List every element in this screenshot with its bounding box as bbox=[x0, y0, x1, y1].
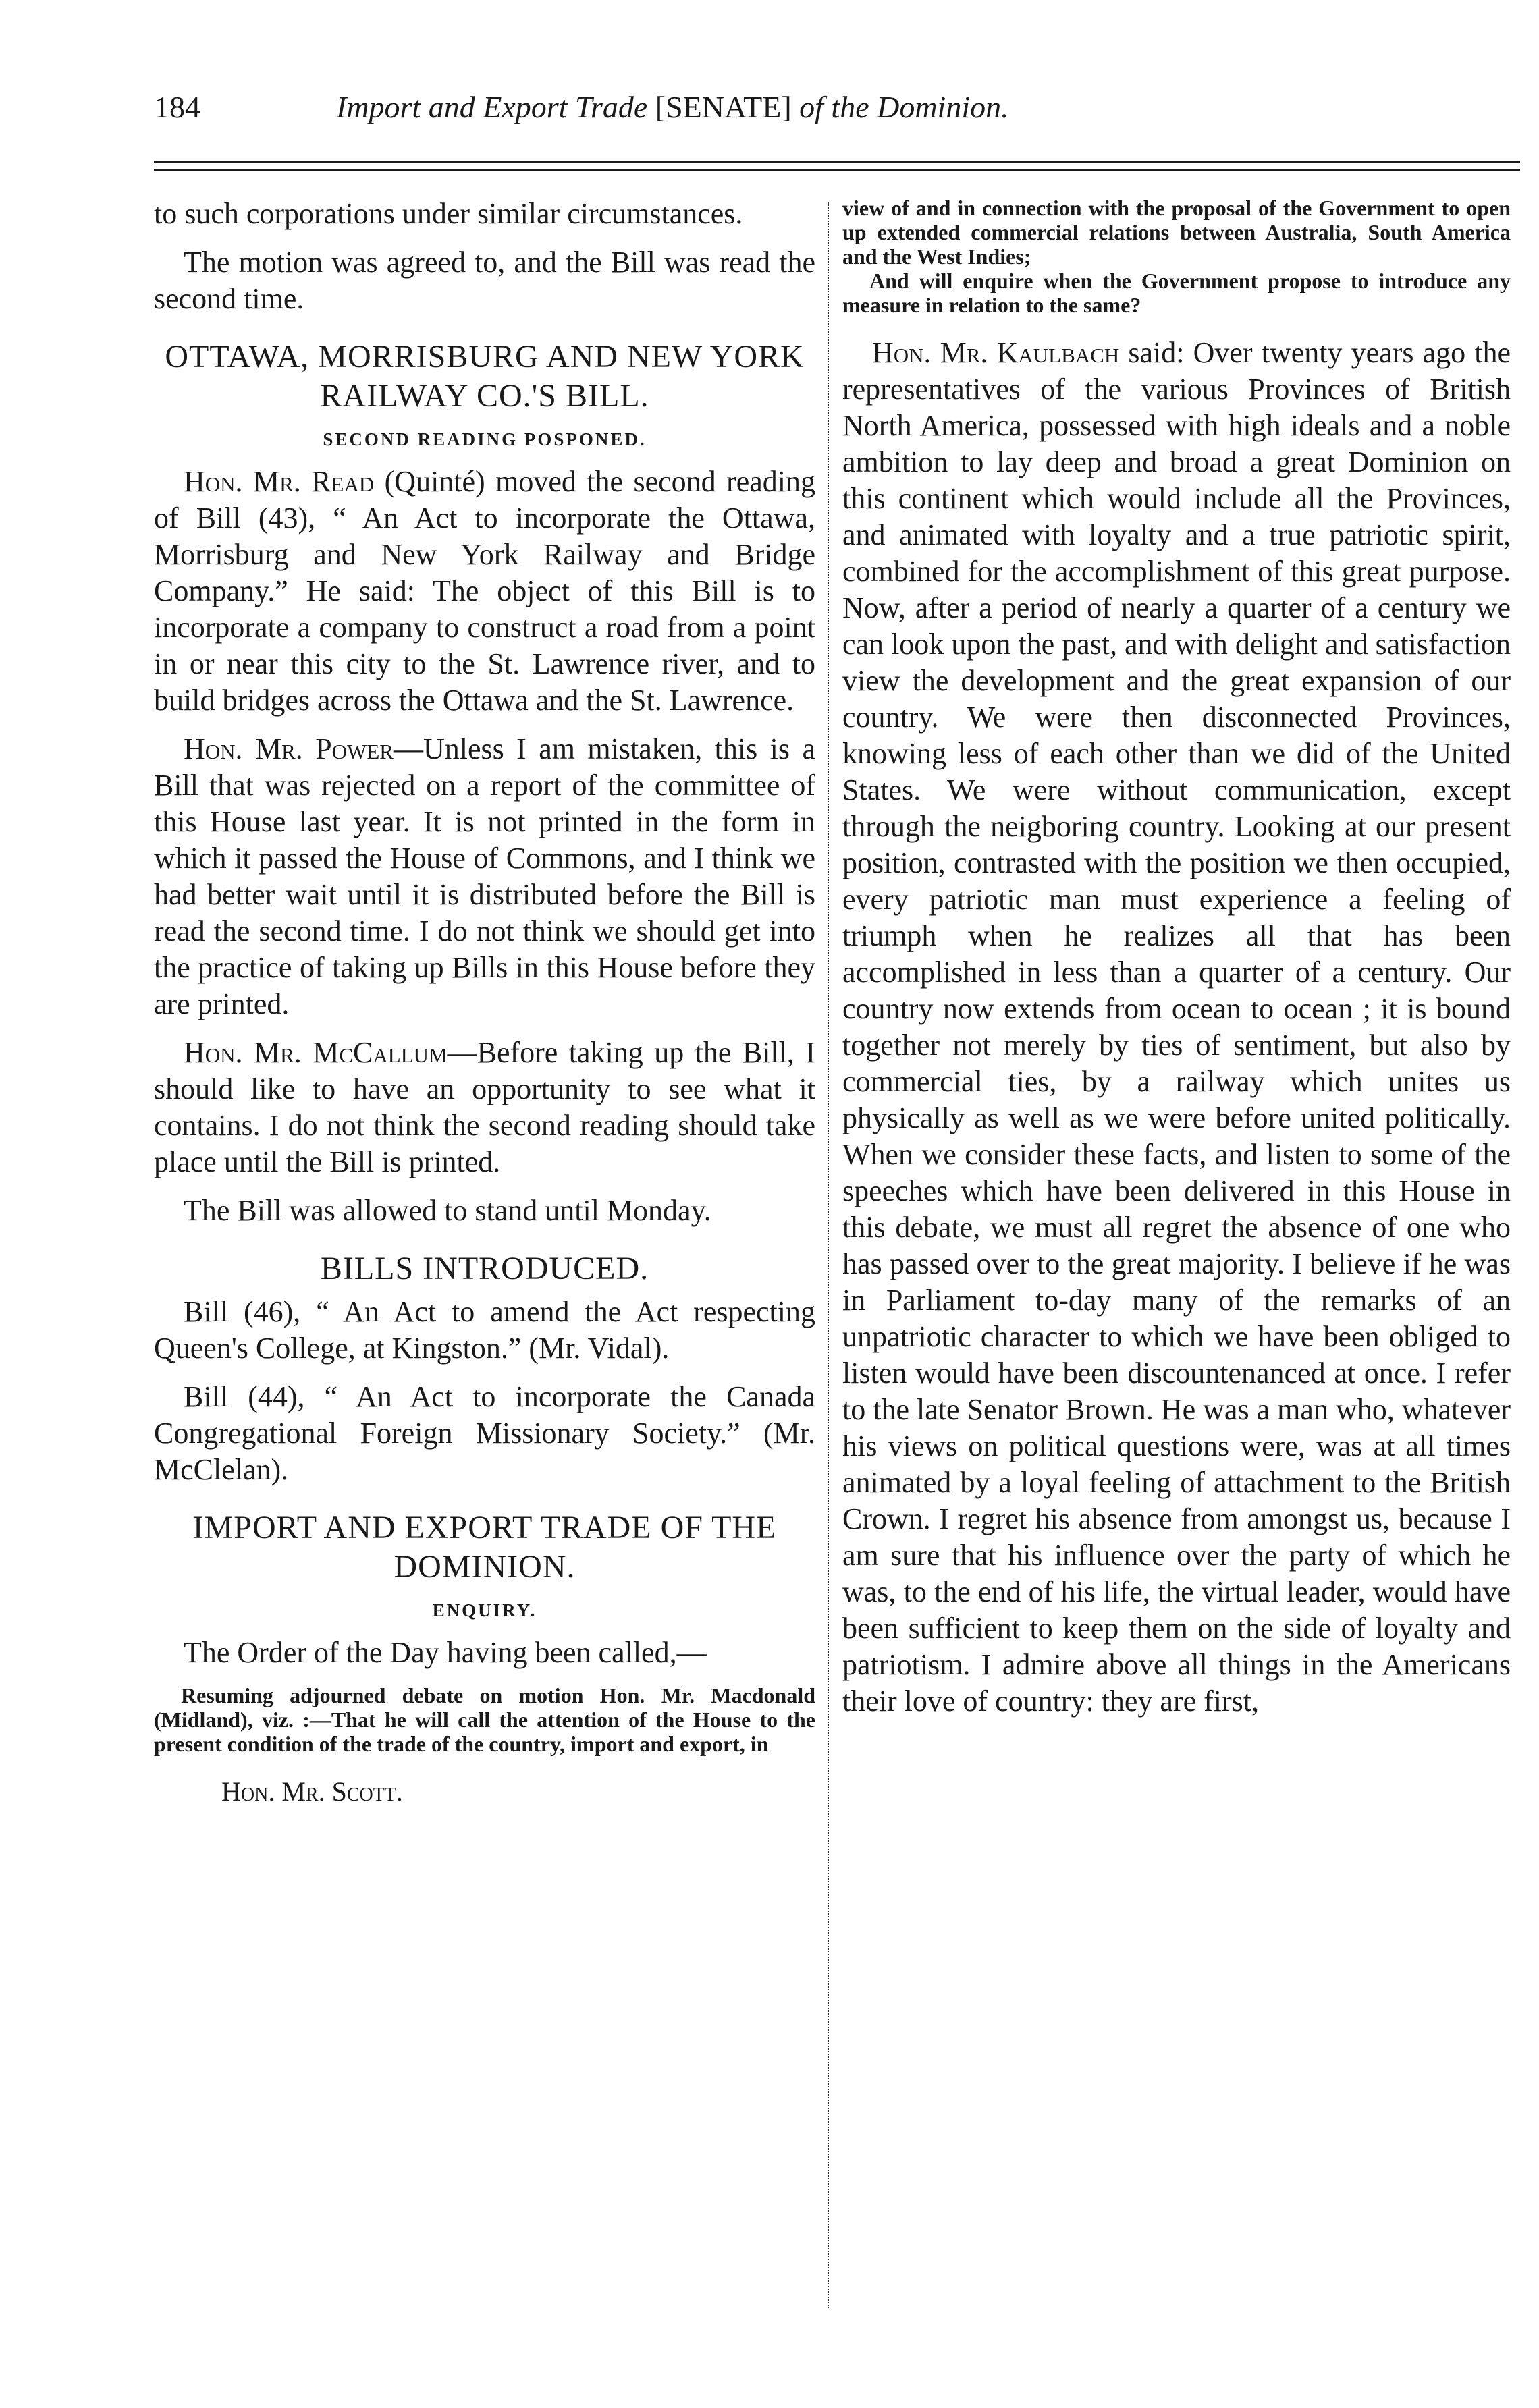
speech-mccallum bbox=[154, 1035, 815, 1180]
bill-46: Bill (46), “ An Act to amend the Act respecting Queen's College, at Kingston.” (Mr. Vidal). bbox=[154, 1295, 815, 1365]
speaker-scott: Hon. Mr. Scott. bbox=[221, 1776, 403, 1807]
page-header bbox=[154, 81, 1517, 135]
speech-read-text: (Quinté) moved the second reading of Bill (43), “ An Act to incorporate the Ottawa, Morrisburg and New York Railway and Bridge Company.” He said: The object of this Bill is to incorporate a company to construct a road from a point in or near this city to the St. Lawrence river, and to build bridges across the Ottawa and the St. Lawrence. bbox=[154, 465, 815, 717]
speech-mccallum-text: —Before taking up the Bill, I should like to have an opportunity to see what it contains. I do not think the second reading should take place until the Bill is printed. bbox=[154, 1036, 815, 1178]
heading-ottawa-railway-bill: OTTAWA, MORRISBURG AND NEW YORK RAILWAY CO.'S BILL. bbox=[165, 339, 805, 414]
motion-continued: view of and in connection with the proposal of the Government to open up extended commercial relations between Australia, South America and the West Indies; bbox=[842, 196, 1511, 269]
running-title bbox=[336, 89, 1009, 125]
subheading-second-reading-posponed: SECOND READING POSPONED. bbox=[323, 429, 647, 449]
paragraph-corporations: to such corporations under similar circumstances. bbox=[154, 197, 743, 230]
speech-kaulbach-text: said: Over twenty years ago the representatives of the various Provinces of British North America, possessed with high ideals and a noble ambition to lay deep and broad a great Dominion on this continent which would include all the Provinces, and animated with loyalty and a true patriotic spirit, combined for the accomplishment of this great purpose. Now, after a period of nearly a quarter of a century we can look upon the past, and with delight and satisfaction view the development and the great expansion of our country. We were then disconnected Provinces, knowing less of each other than we did of the United States. We were without communication, except through the neigboring country. Looking at our present position, contrasted with the position we then occupied, every patriotic man must experience a feeling of triumph when he realizes all that has been accomplished in less than a quarter of a century. Our country now extends from ocean to ocean ; it is bound together not merely by ties of sentiment, but also by commercial ties, by a railway which unites us physically as well as we were before united politically. When we consider these facts, and listen to some of the speeches which have been delivered in this House in this debate, we must all regret the absence of one who has passed over to the great majority. I believe if he was in Parliament to-day many of the remarks of an unpatriotic character to which we have been obliged to listen would have been discountenanced at once. I refer to the late Senator Brown. He was a man who, whatever his views on political questions were, was at all times animated by a loyal feeling of attachment to the British Crown. I regret his absence from amongst us, because I am sure that his influence over the party of which he was, to the end of his life, the virtual leader, would have been sufficient to keep them on the side of loyalty and patriotism. I admire above all things in the Americans their love of country: they are first, bbox=[842, 336, 1511, 1718]
running-title-right: of the Dominion. bbox=[799, 90, 1009, 124]
speech-power bbox=[154, 731, 815, 1022]
speech-power-text: —Unless I am mistaken, this is a Bill that was rejected on a report of the committee of this House last year. It is not printed in the form in which it passed the House of Commons, and I think we had better wait until it is distributed before the Bill is read the second time. I do not think we should get into the practice of taking up Bills in this House before they are printed. bbox=[154, 732, 815, 1020]
header-rule bbox=[154, 161, 1520, 171]
speaker-mccallum: Hon. Mr. McCallum bbox=[184, 1036, 448, 1069]
heading-import-export-trade: IMPORT AND EXPORT TRADE OF THE DOMINION. bbox=[192, 1510, 777, 1585]
speech-kaulbach bbox=[842, 335, 1511, 1720]
speaker-kaulbach: Hon. Mr. Kaulbach bbox=[872, 336, 1120, 369]
running-title-left: Import and Export Trade bbox=[336, 90, 648, 124]
speech-read bbox=[154, 464, 815, 719]
right-column bbox=[842, 196, 1511, 1720]
bill-44: Bill (44), “ An Act to incorporate the Canada Congregational Foreign Missionary Society.” (Mr. McClelan). bbox=[154, 1380, 815, 1486]
paragraph-order-of-day: The Order of the Day having been called,— bbox=[184, 1636, 707, 1669]
heading-bills-introduced: BILLS INTRODUCED. bbox=[320, 1251, 649, 1286]
page-number: 184 bbox=[154, 90, 200, 124]
motion-resuming-debate: Resuming adjourned debate on motion Hon. Mr. Macdonald (Midland), viz. :—That he will call the attention of the House to the present condition of the trade of the country, import and export, in bbox=[154, 1683, 815, 1756]
paragraph-stand-until-monday: The Bill was allowed to stand until Monday. bbox=[184, 1194, 711, 1227]
running-title-senate: [SENATE] bbox=[655, 90, 792, 124]
paragraph-motion-agreed: The motion was agreed to, and the Bill was read the second time. bbox=[154, 246, 815, 315]
column-divider bbox=[828, 202, 829, 2308]
speaker-read: Hon. Mr. Read bbox=[184, 465, 375, 498]
speaker-power: Hon. Mr. Power bbox=[184, 732, 394, 765]
left-column bbox=[154, 196, 815, 1810]
motion-enquire: And will enquire when the Government propose to introduce any measure in relation to the same? bbox=[842, 269, 1511, 317]
subheading-enquiry: ENQUIRY. bbox=[432, 1600, 537, 1620]
